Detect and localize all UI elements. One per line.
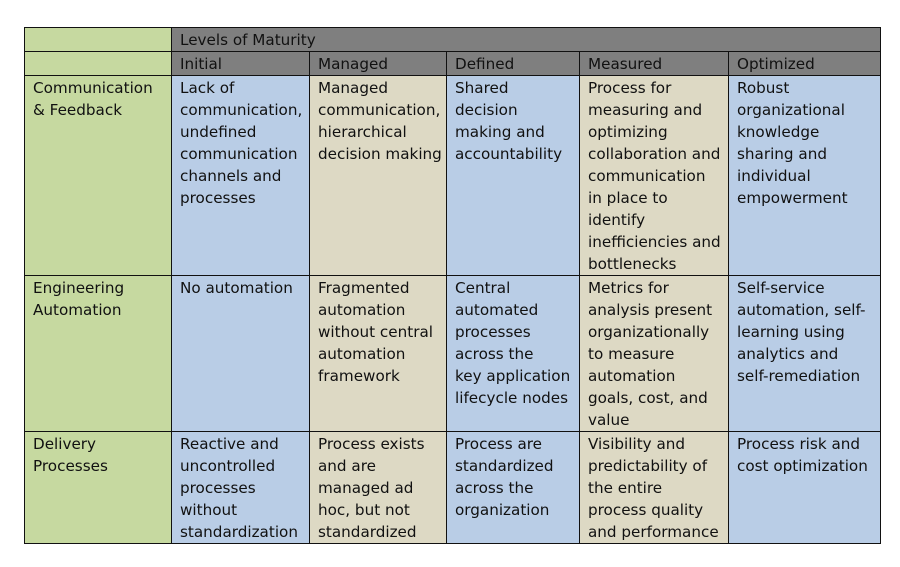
cell-engineering-optimized: Self-service automation, self- learning using analytics and self-remediation (729, 276, 881, 432)
row-label-engineering: Engineering Automation (25, 276, 172, 432)
level-header-managed: Managed (310, 52, 447, 76)
cell-engineering-managed: Fragmented automation without central automation framework (310, 276, 447, 432)
level-header-optimized: Optimized (729, 52, 881, 76)
levels-title-cell (172, 28, 881, 52)
levels-title: Levels of Maturity (180, 31, 316, 49)
cell-delivery-measured: Visibility and predictability of the entire process quality and performance (580, 432, 729, 544)
cell-delivery-optimized: Process risk and cost optimization (729, 432, 881, 544)
cell-communication-managed: Managed communication, hierarchical decision making (310, 76, 447, 276)
cell-delivery-initial: Reactive and uncontrolled processes without standardization (172, 432, 310, 544)
corner-cell (25, 28, 172, 52)
cell-communication-measured: Process for measuring and optimizing collaboration and communication in place to identify inefficiencies and bottlenecks (580, 76, 729, 276)
level-header-measured: Measured (580, 52, 729, 76)
level-header-defined: Defined (447, 52, 580, 76)
cell-delivery-managed: Process exists and are managed ad hoc, but not standardized (310, 432, 447, 544)
row-label-delivery: Delivery Processes (25, 432, 172, 544)
table-row (25, 276, 881, 432)
row-label-communication: Communication & Feedback (25, 76, 172, 276)
table-row (25, 432, 881, 544)
table-row (25, 76, 881, 276)
level-header-initial: Initial (172, 52, 310, 76)
cell-communication-optimized: Robust organizational knowledge sharing and individual empowerment (729, 76, 881, 276)
cell-delivery-defined: Process are standardized across the organization (447, 432, 580, 544)
cell-communication-initial: Lack of communication, undefined communication channels and processes (172, 76, 310, 276)
corner-cell-2 (25, 52, 172, 76)
cell-engineering-defined: Central automated processes across the key application lifecycle nodes (447, 276, 580, 432)
cell-engineering-initial: No automation (172, 276, 310, 432)
cell-communication-defined: Shared decision making and accountability (447, 76, 580, 276)
maturity-table (24, 27, 881, 544)
cell-engineering-measured: Metrics for analysis present organizationally to measure automation goals, cost, and value (580, 276, 729, 432)
